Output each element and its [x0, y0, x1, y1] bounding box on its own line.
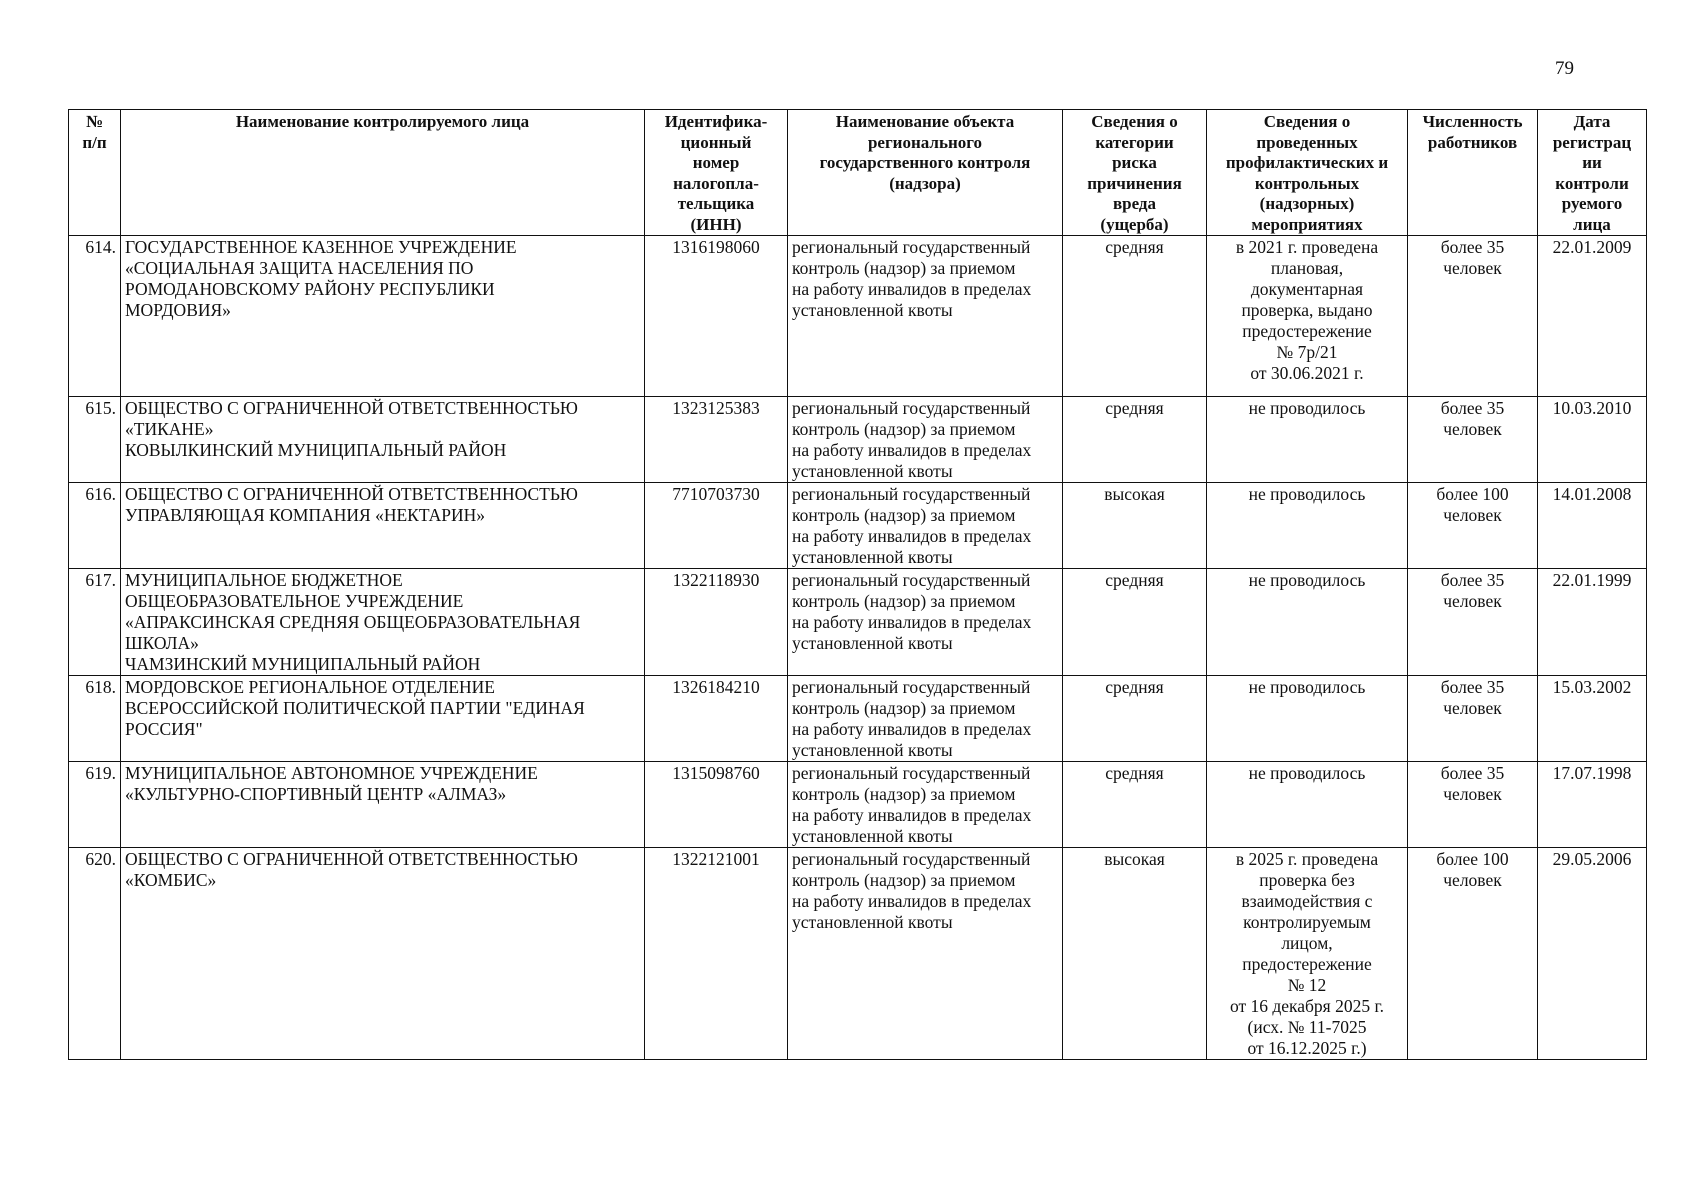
control-object: региональный государственный контроль (надзор) за приемом на работу инвалидов в пределах установленной квоты [788, 762, 1063, 848]
entity-name: МУНИЦИПАЛЬНОЕ АВТОНОМНОЕ УЧРЕЖДЕНИЕ «КУЛЬТУРНО-СПОРТИВНЫЙ ЦЕНТР «АЛМАЗ» [121, 762, 645, 848]
inn-value: 1316198060 [645, 236, 788, 397]
measures-info: не проводилось [1207, 397, 1408, 483]
header-number: № п/п [69, 110, 121, 236]
row-number: 620. [69, 848, 121, 1060]
header-employees: Численность работников [1408, 110, 1538, 236]
registration-date: 22.01.2009 [1538, 236, 1647, 397]
measures-info: не проводилось [1207, 676, 1408, 762]
risk-category: средняя [1063, 397, 1207, 483]
risk-category: средняя [1063, 236, 1207, 397]
table-body [69, 236, 1647, 1060]
header-control-object: Наименование объекта регионального государственного контроля (надзора) [788, 110, 1063, 236]
inn-value: 1322118930 [645, 569, 788, 676]
header-registration-date: Дата регистрац ии контроли руемого лица [1538, 110, 1647, 236]
table-header-row [69, 110, 1647, 236]
header-risk-category: Сведения о категории риска причинения вреда (ущерба) [1063, 110, 1207, 236]
measures-info: не проводилось [1207, 483, 1408, 569]
table-row [69, 236, 1647, 397]
inn-value: 7710703730 [645, 483, 788, 569]
employee-count: более 35 человек [1408, 236, 1538, 397]
control-registry-table [68, 109, 1647, 1060]
table-row [69, 397, 1647, 483]
table-row [69, 483, 1647, 569]
registration-date: 10.03.2010 [1538, 397, 1647, 483]
employee-count: более 35 человек [1408, 676, 1538, 762]
measures-info: в 2025 г. проведена проверка без взаимодействия с контролируемым лицом, предостережение № 12 от 16 декабря 2025 г. (исх. № 11-7025 от 16.12.2025 г.) [1207, 848, 1408, 1060]
entity-name: ОБЩЕСТВО С ОГРАНИЧЕННОЙ ОТВЕТСТВЕННОСТЬЮ УПРАВЛЯЮЩАЯ КОМПАНИЯ «НЕКТАРИН» [121, 483, 645, 569]
table-row [69, 676, 1647, 762]
entity-name: МУНИЦИПАЛЬНОЕ БЮДЖЕТНОЕ ОБЩЕОБРАЗОВАТЕЛЬНОЕ УЧРЕЖДЕНИЕ «АПРАКСИНСКАЯ СРЕДНЯЯ ОБЩЕОБРАЗОВАТЕЛЬНАЯ ШКОЛА» ЧАМЗИНСКИЙ МУНИЦИПАЛЬНЫЙ РАЙОН [121, 569, 645, 676]
entity-name: ОБЩЕСТВО С ОГРАНИЧЕННОЙ ОТВЕТСТВЕННОСТЬЮ «ТИКАНЕ» КОВЫЛКИНСКИЙ МУНИЦИПАЛЬНЫЙ РАЙОН [121, 397, 645, 483]
row-number: 615. [69, 397, 121, 483]
risk-category: средняя [1063, 569, 1207, 676]
risk-category: высокая [1063, 483, 1207, 569]
registration-date: 15.03.2002 [1538, 676, 1647, 762]
header-entity-name: Наименование контролируемого лица [121, 110, 645, 236]
table-row [69, 762, 1647, 848]
inn-value: 1315098760 [645, 762, 788, 848]
table-row [69, 569, 1647, 676]
measures-info: в 2021 г. проведена плановая, документарная проверка, выдано предостережение № 7р/21 от 30.06.2021 г. [1207, 236, 1408, 397]
page-number: 79 [1555, 58, 1574, 79]
entity-name: ГОСУДАРСТВЕННОЕ КАЗЕННОЕ УЧРЕЖДЕНИЕ «СОЦИАЛЬНАЯ ЗАЩИТА НАСЕЛЕНИЯ ПО РОМОДАНОВСКОМУ РАЙОНУ РЕСПУБЛИКИ МОРДОВИЯ» [121, 236, 645, 397]
risk-category: средняя [1063, 762, 1207, 848]
control-object: региональный государственный контроль (надзор) за приемом на работу инвалидов в пределах установленной квоты [788, 397, 1063, 483]
control-object: региональный государственный контроль (надзор) за приемом на работу инвалидов в пределах установленной квоты [788, 569, 1063, 676]
control-object: региональный государственный контроль (надзор) за приемом на работу инвалидов в пределах установленной квоты [788, 848, 1063, 1060]
risk-category: средняя [1063, 676, 1207, 762]
row-number: 616. [69, 483, 121, 569]
employee-count: более 100 человек [1408, 848, 1538, 1060]
row-number: 617. [69, 569, 121, 676]
employee-count: более 35 человек [1408, 397, 1538, 483]
row-number: 618. [69, 676, 121, 762]
inn-value: 1326184210 [645, 676, 788, 762]
employee-count: более 35 человек [1408, 762, 1538, 848]
control-object: региональный государственный контроль (надзор) за приемом на работу инвалидов в пределах установленной квоты [788, 236, 1063, 397]
inn-value: 1323125383 [645, 397, 788, 483]
registration-date: 17.07.1998 [1538, 762, 1647, 848]
inn-value: 1322121001 [645, 848, 788, 1060]
registration-date: 29.05.2006 [1538, 848, 1647, 1060]
control-object: региональный государственный контроль (надзор) за приемом на работу инвалидов в пределах установленной квоты [788, 483, 1063, 569]
risk-category: высокая [1063, 848, 1207, 1060]
header-inn: Идентифика- ционный номер налогопла- тельщика (ИНН) [645, 110, 788, 236]
measures-info: не проводилось [1207, 762, 1408, 848]
control-object: региональный государственный контроль (надзор) за приемом на работу инвалидов в пределах установленной квоты [788, 676, 1063, 762]
employee-count: более 100 человек [1408, 483, 1538, 569]
entity-name: ОБЩЕСТВО С ОГРАНИЧЕННОЙ ОТВЕТСТВЕННОСТЬЮ «КОМБИС» [121, 848, 645, 1060]
registration-date: 22.01.1999 [1538, 569, 1647, 676]
table-row [69, 848, 1647, 1060]
row-number: 614. [69, 236, 121, 397]
header-measures: Сведения о проведенных профилактических и контрольных (надзорных) мероприятиях [1207, 110, 1408, 236]
employee-count: более 35 человек [1408, 569, 1538, 676]
measures-info: не проводилось [1207, 569, 1408, 676]
registration-date: 14.01.2008 [1538, 483, 1647, 569]
entity-name: МОРДОВСКОЕ РЕГИОНАЛЬНОЕ ОТДЕЛЕНИЕ ВСЕРОССИЙСКОЙ ПОЛИТИЧЕСКОЙ ПАРТИИ "ЕДИНАЯ РОССИЯ" [121, 676, 645, 762]
row-number: 619. [69, 762, 121, 848]
